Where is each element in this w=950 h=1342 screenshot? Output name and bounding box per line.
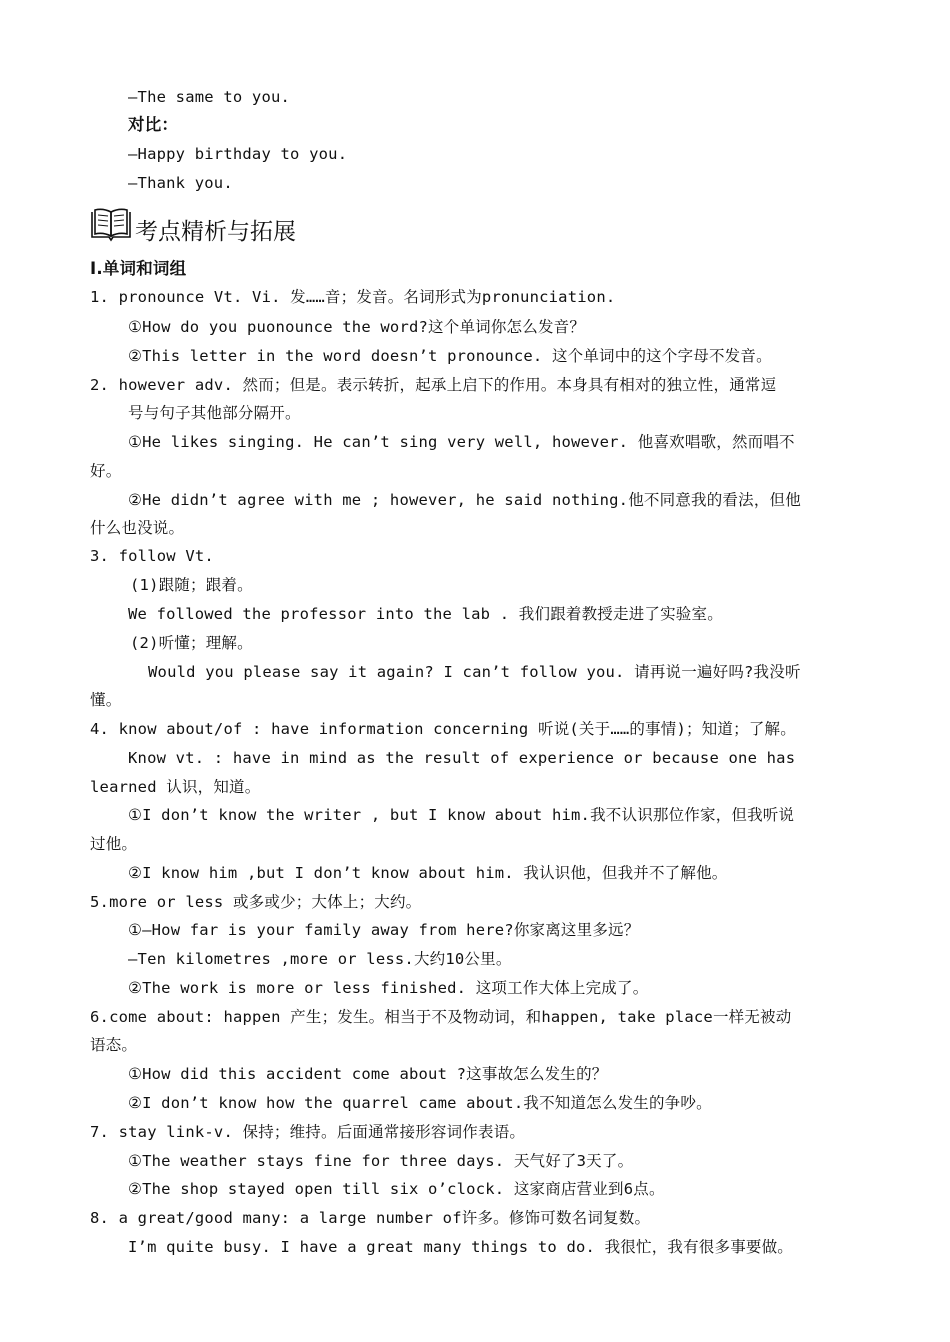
dialogue-line: —The same to you. (128, 88, 291, 106)
contrast-label: 对比： (128, 115, 179, 134)
example-sentence: I’m quite busy. I have a great many things to do. 我很忙，我有很多事要做。 (128, 1238, 793, 1256)
example-sentence: ①The weather stays fine for three days. 天气好了3天了。 (128, 1152, 634, 1170)
example-sentence: ①How do you puonounce the word?这个单词你怎么发音？ (128, 318, 586, 336)
sense-label: (1)跟随；跟着。 (130, 576, 253, 594)
example-sentence: ②I know him ,but I don’t know about him. 我认识他，但我并不了解他。 (128, 864, 728, 882)
item-heading: 6.come about: happen 产生；发生。相当于不及物动词，和happen, take place一样无被动 (90, 1008, 792, 1026)
example-sentence-continued: 懂。 (90, 691, 122, 709)
sense-label: (2)听懂；理解。 (130, 634, 253, 652)
example-sentence: ②The shop stayed open till six o’clock. 这家商店营业到6点。 (128, 1180, 665, 1198)
example-sentence: ②He didn’t agree with me ; however, he said nothing.他不同意我的看法，但他 (128, 491, 801, 509)
section-title: 考点精析与拓展 (135, 219, 296, 245)
example-sentence-continued: 过他。 (90, 835, 138, 853)
item-heading: 3. follow Vt. (90, 547, 214, 565)
subsection-title: I.单词和词组 (90, 259, 187, 278)
example-sentence: ②I don’t know how the quarrel came about.我不知道怎么发生的争吵。 (128, 1094, 712, 1112)
item-heading: 4. know about/of : have information concerning 听说(关于……的事情)；知道；了解。 (90, 720, 796, 738)
example-sentence: ①—How far is your family away from here?你家离这里多远？ (128, 921, 640, 939)
example-reply: —Ten kilometres ,more or less.大约10公里。 (128, 950, 512, 968)
example-sentence: ①How did this accident come about ?这事故怎么发生的？ (128, 1065, 608, 1083)
example-sentence: ①He likes singing. He can’t sing very well, however. 他喜欢唱歌，然而唱不 (128, 433, 795, 451)
item-heading: 5.more or less 或多或少；大体上；大约。 (90, 893, 422, 911)
example-sentence: Would you please say it again? I can’t follow you. 请再说一遍好吗?我没听 (148, 663, 801, 681)
example-sentence: ②This letter in the word doesn’t pronounce. 这个单词中的这个字母不发音。 (128, 347, 772, 365)
dialogue-line: —Happy birthday to you. (128, 145, 348, 163)
example-sentence: We followed the professor into the lab . 我们跟着教授走进了实验室。 (128, 605, 723, 623)
open-book-icon (90, 207, 132, 243)
item-heading: 2. however adv. 然而；但是。表示转折，起承上启下的作用。本身具有相对的独立性，通常逗 (90, 376, 777, 394)
item-heading: 7. stay link-v. 保持；维持。后面通常接形容词作表语。 (90, 1123, 526, 1141)
example-sentence-continued: 什么也没说。 (90, 519, 185, 537)
item-heading: 8. a great/good many: a large number of许多。修饰可数名词复数。 (90, 1209, 651, 1227)
item-heading-continued: 语态。 (90, 1036, 138, 1054)
item-heading: 1. pronounce Vt. Vi. 发……音；发音。名词形式为pronunciation. (90, 288, 616, 306)
definition-continued: learned 认识，知道。 (90, 778, 261, 796)
dialogue-line: —Thank you. (128, 174, 233, 192)
example-sentence: ②The work is more or less finished. 这项工作大体上完成了。 (128, 979, 649, 997)
example-sentence: ①I don’t know the writer , but I know about him.我不认识那位作家，但我听说 (128, 806, 795, 824)
item-heading-continued: 号与句子其他部分隔开。 (128, 404, 301, 422)
definition: Know vt. : have in mind as the result of experience or because one has (128, 749, 796, 767)
example-sentence-continued: 好。 (90, 462, 122, 480)
